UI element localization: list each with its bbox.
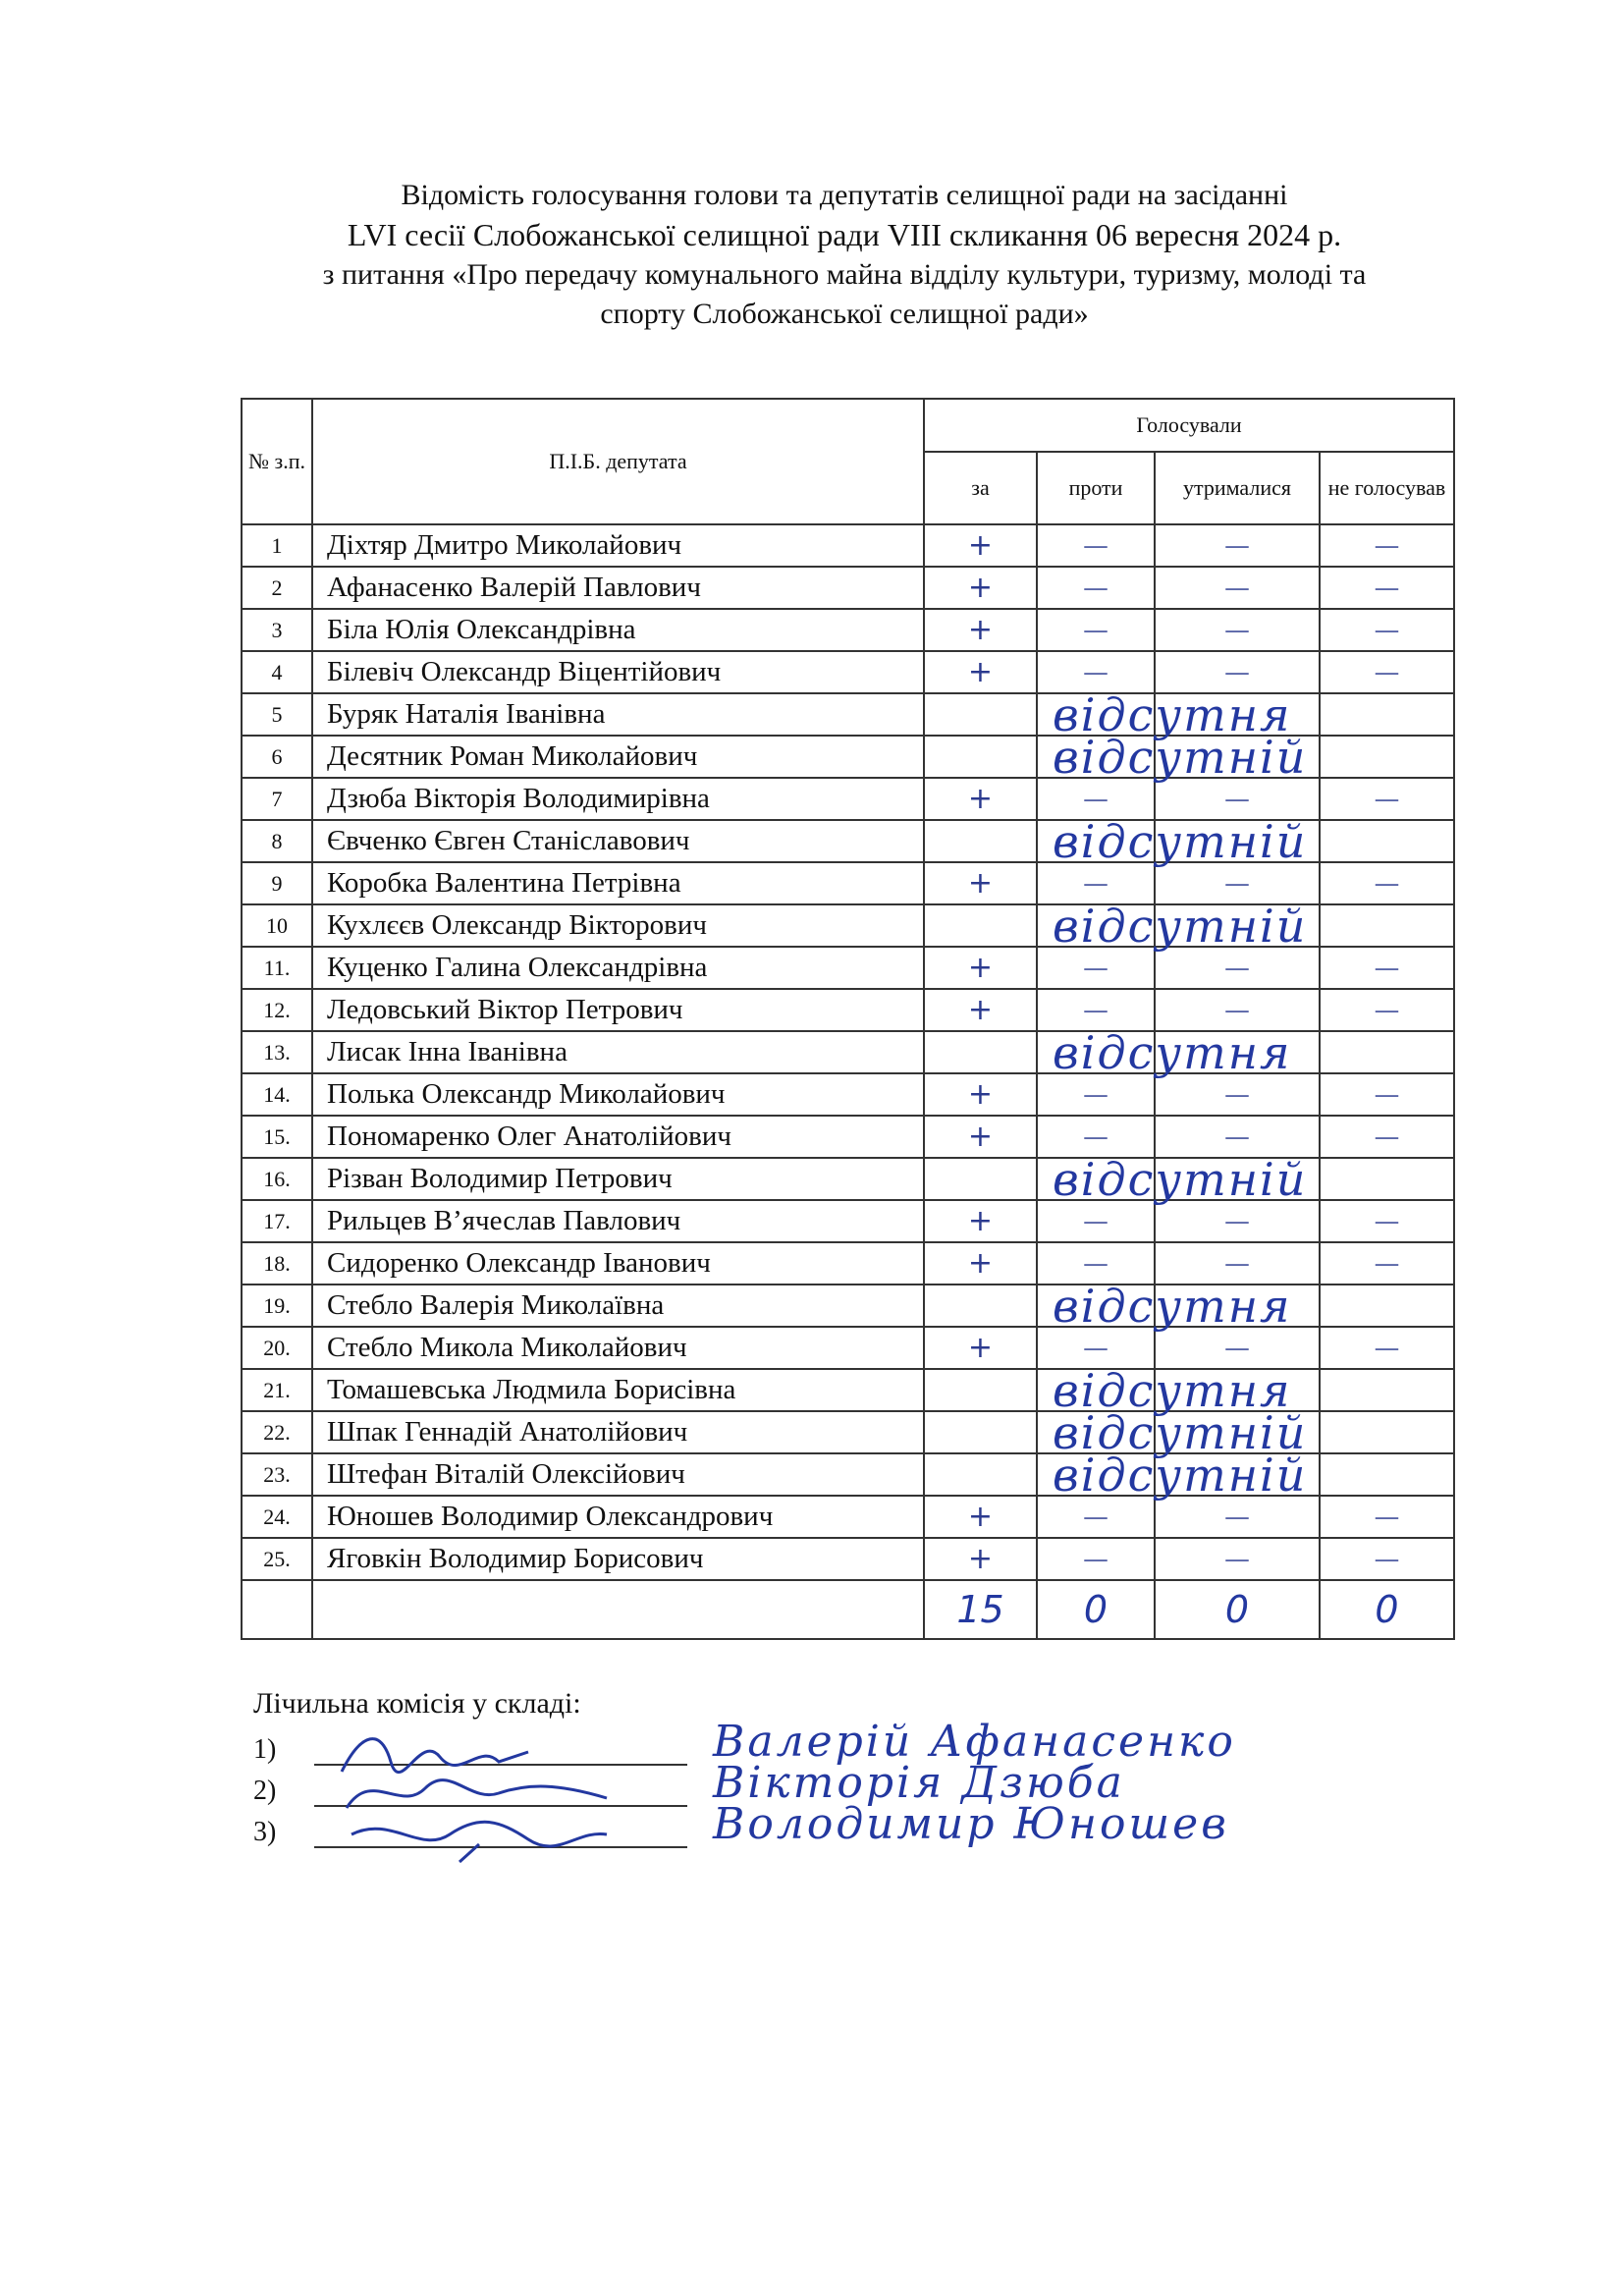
vote-abstained-cell: — <box>1155 1242 1320 1285</box>
header-against: проти <box>1037 452 1155 524</box>
vote-not-voted-cell: — <box>1320 862 1454 904</box>
table-row <box>242 947 1454 989</box>
table-row <box>242 1496 1454 1538</box>
vote-rows <box>242 524 1454 1580</box>
vote-not-voted-cell <box>1320 1453 1454 1496</box>
commission-member-name: Валерій Афанасенко <box>713 1717 1236 1767</box>
absent-note: відсутня <box>1053 1280 1292 1333</box>
vote-not-voted-cell <box>1320 904 1454 947</box>
table-row <box>242 778 1454 820</box>
vote-not-voted-cell: — <box>1320 1073 1454 1116</box>
vote-against-cell: — <box>1037 609 1155 651</box>
vote-against-cell: — <box>1037 567 1155 609</box>
absent-note: відсутня <box>1053 1364 1292 1417</box>
deputy-name: Штефан Віталій Олексійович <box>312 1453 924 1496</box>
vote-for-cell: + <box>924 862 1037 904</box>
vote-for-cell <box>924 688 1292 741</box>
row-number: 23. <box>242 1453 312 1496</box>
table-row <box>242 904 1454 947</box>
table-row <box>242 862 1454 904</box>
vote-abstained-cell: — <box>1155 1327 1320 1369</box>
counting-commission <box>253 1687 1236 1858</box>
absent-note: відсутній <box>1053 900 1308 953</box>
row-number: 14. <box>242 1073 312 1116</box>
total-abstained: 0 <box>1155 1580 1320 1639</box>
table-row <box>242 1453 1454 1496</box>
vote-against-cell: — <box>1037 862 1155 904</box>
commission-member-name: Володимир Юношев <box>713 1799 1229 1849</box>
deputy-name: Діхтяр Дмитро Миколайович <box>312 524 924 567</box>
deputy-name: Куценко Галина Олександрівна <box>312 947 924 989</box>
vote-for-cell: + <box>924 1496 1037 1538</box>
header-line-4: спорту Слобожанської селищної ради» <box>600 298 1089 330</box>
vote-against-cell: — <box>1037 1073 1155 1116</box>
table-row <box>242 609 1454 651</box>
totals-row <box>242 1580 1454 1639</box>
vote-not-voted-cell: — <box>1320 609 1454 651</box>
table-row <box>242 1158 1454 1200</box>
header-not-voted: не голосував <box>1320 452 1454 524</box>
table-row <box>242 736 1454 778</box>
absent-note: відсутній <box>1053 1406 1308 1459</box>
deputy-name: Буряк Наталія Іванівна <box>312 693 924 736</box>
header-line-2: LVI сесії Слобожанської селищної ради VIII скликання 06 вересня 2024 р. <box>347 217 1342 252</box>
deputy-name: Шпак Геннадій Анатолійович <box>312 1411 924 1453</box>
header-line-1: Відомість голосування голови та депутатів селищної ради на засіданні <box>401 179 1288 211</box>
vote-for-cell: + <box>924 524 1037 567</box>
row-number: 17. <box>242 1200 312 1242</box>
row-number: 22. <box>242 1411 312 1453</box>
totals-empty-num <box>242 1580 312 1639</box>
vote-for-cell <box>924 1406 1308 1459</box>
absent-note: відсутній <box>1053 731 1308 784</box>
deputy-name: Рильцев В’ячеслав Павлович <box>312 1200 924 1242</box>
vote-for-cell <box>924 815 1308 868</box>
deputy-name: Біла Юлія Олександрівна <box>312 609 924 651</box>
vote-for-cell <box>924 1364 1292 1417</box>
deputy-name: Юношев Володимир Олександрович <box>312 1496 924 1538</box>
table-row <box>242 651 1454 693</box>
commission-member-index: 1) <box>253 1734 277 1765</box>
voting-table <box>241 398 1455 1640</box>
vote-for-cell: + <box>924 989 1037 1031</box>
vote-against-cell: — <box>1037 989 1155 1031</box>
row-number: 4 <box>242 651 312 693</box>
vote-not-voted-cell: — <box>1320 1496 1454 1538</box>
table-row <box>242 1031 1454 1073</box>
vote-for-cell <box>924 1153 1308 1206</box>
deputy-name: Пономаренко Олег Анатолійович <box>312 1116 924 1158</box>
header-for: за <box>924 452 1037 524</box>
vote-not-voted-cell <box>1320 1411 1454 1453</box>
deputy-name: Стебло Валерія Миколаївна <box>312 1285 924 1327</box>
vote-for-cell: + <box>924 1116 1037 1158</box>
row-number: 1 <box>242 524 312 567</box>
row-number: 2 <box>242 567 312 609</box>
header-number: № з.п. <box>242 399 312 524</box>
table-row <box>242 1538 1454 1580</box>
row-number: 16. <box>242 1158 312 1200</box>
vote-abstained-cell: — <box>1155 609 1320 651</box>
vote-against-cell: — <box>1037 1327 1155 1369</box>
row-number: 24. <box>242 1496 312 1538</box>
table-row <box>242 1242 1454 1285</box>
row-number: 12. <box>242 989 312 1031</box>
table-row <box>242 693 1454 736</box>
vote-not-voted-cell: — <box>1320 524 1454 567</box>
document-header <box>226 177 1463 334</box>
deputy-name: Десятник Роман Миколайович <box>312 736 924 778</box>
total-not-voted: 0 <box>1320 1580 1454 1639</box>
header-name: П.І.Б. депутата <box>312 399 924 524</box>
deputy-name: Ледовський Віктор Петрович <box>312 989 924 1031</box>
row-number: 21. <box>242 1369 312 1411</box>
row-number: 7 <box>242 778 312 820</box>
table-row <box>242 820 1454 862</box>
row-number: 20. <box>242 1327 312 1369</box>
vote-not-voted-cell: — <box>1320 1200 1454 1242</box>
vote-not-voted-cell: — <box>1320 1327 1454 1369</box>
vote-for-cell: + <box>924 778 1037 820</box>
deputy-name: Стебло Микола Миколайович <box>312 1327 924 1369</box>
table-row <box>242 1073 1454 1116</box>
vote-for-cell <box>924 1280 1292 1333</box>
vote-against-cell: — <box>1037 1200 1155 1242</box>
vote-for-cell <box>924 1449 1308 1502</box>
vote-not-voted-cell <box>1320 1031 1454 1073</box>
vote-not-voted-cell: — <box>1320 1242 1454 1285</box>
vote-abstained-cell: — <box>1155 651 1320 693</box>
table-row <box>242 1285 1454 1327</box>
deputy-name: Лисак Інна Іванівна <box>312 1031 924 1073</box>
vote-not-voted-cell: — <box>1320 989 1454 1031</box>
table-row <box>242 1327 1454 1369</box>
vote-not-voted-cell <box>1320 820 1454 862</box>
table-row <box>242 1369 1454 1411</box>
vote-against-cell: — <box>1037 1242 1155 1285</box>
row-number: 11. <box>242 947 312 989</box>
deputy-name: Кухлєєв Олександр Вікторович <box>312 904 924 947</box>
vote-not-voted-cell <box>1320 736 1454 778</box>
header-line-3: з питання «Про передачу комунального майна відділу культури, туризму, молоді та <box>322 258 1367 291</box>
vote-not-voted-cell <box>1320 1285 1454 1327</box>
signature-scribble <box>332 1805 626 1864</box>
total-against: 0 <box>1037 1580 1155 1639</box>
row-number: 8 <box>242 820 312 862</box>
vote-abstained-cell: — <box>1155 862 1320 904</box>
vote-not-voted-cell <box>1320 1369 1454 1411</box>
table-row <box>242 567 1454 609</box>
commission-title: Лічильна комісія у складі: <box>253 1687 581 1720</box>
vote-for-cell <box>924 1026 1292 1079</box>
vote-for-cell: + <box>924 651 1037 693</box>
vote-abstained-cell: — <box>1155 567 1320 609</box>
row-number: 3 <box>242 609 312 651</box>
row-number: 19. <box>242 1285 312 1327</box>
row-number: 25. <box>242 1538 312 1580</box>
vote-for-cell: + <box>924 609 1037 651</box>
vote-against-cell: — <box>1037 524 1155 567</box>
row-number: 6 <box>242 736 312 778</box>
vote-abstained-cell: — <box>1155 778 1320 820</box>
table-row <box>242 1200 1454 1242</box>
deputy-name: Афанасенко Валерій Павлович <box>312 567 924 609</box>
row-number: 18. <box>242 1242 312 1285</box>
row-number: 10 <box>242 904 312 947</box>
row-number: 5 <box>242 693 312 736</box>
deputy-name: Яговкін Володимир Борисович <box>312 1538 924 1580</box>
table-row <box>242 1116 1454 1158</box>
absent-note: відсутній <box>1053 815 1308 868</box>
totals-empty-name <box>312 1580 924 1639</box>
commission-member <box>253 1799 1229 1858</box>
table-row <box>242 1411 1454 1453</box>
absent-note: відсутня <box>1053 1026 1292 1079</box>
table-row <box>242 524 1454 567</box>
vote-for-cell <box>924 731 1308 784</box>
vote-abstained-cell: — <box>1155 1496 1320 1538</box>
vote-against-cell: — <box>1037 651 1155 693</box>
vote-abstained-cell: — <box>1155 1538 1320 1580</box>
vote-not-voted-cell <box>1320 1158 1454 1200</box>
vote-not-voted-cell: — <box>1320 567 1454 609</box>
vote-not-voted-cell: — <box>1320 651 1454 693</box>
vote-against-cell: — <box>1037 1538 1155 1580</box>
vote-against-cell: — <box>1037 1116 1155 1158</box>
vote-abstained-cell: — <box>1155 1073 1320 1116</box>
vote-not-voted-cell: — <box>1320 1538 1454 1580</box>
commission-member-index: 2) <box>253 1776 277 1806</box>
vote-for-cell: + <box>924 947 1037 989</box>
vote-not-voted-cell: — <box>1320 778 1454 820</box>
deputy-name: Різван Володимир Петрович <box>312 1158 924 1200</box>
deputy-name: Дзюба Вікторія Володимирівна <box>312 778 924 820</box>
commission-member-name: Вікторія Дзюба <box>713 1758 1125 1808</box>
header-abstained: утрималися <box>1155 452 1320 524</box>
vote-for-cell: + <box>924 567 1037 609</box>
vote-abstained-cell: — <box>1155 947 1320 989</box>
absent-note: відсутня <box>1053 688 1292 741</box>
vote-against-cell: — <box>1037 947 1155 989</box>
deputy-name: Коробка Валентина Петрівна <box>312 862 924 904</box>
vote-for-cell: + <box>924 1538 1037 1580</box>
vote-for-cell: + <box>924 1242 1037 1285</box>
vote-not-voted-cell <box>1320 693 1454 736</box>
deputy-name: Білевіч Олександр Віцентійович <box>312 651 924 693</box>
vote-against-cell: — <box>1037 1496 1155 1538</box>
vote-abstained-cell: — <box>1155 1200 1320 1242</box>
row-number: 15. <box>242 1116 312 1158</box>
deputy-name: Євченко Євген Станіславович <box>312 820 924 862</box>
vote-for-cell: + <box>924 1200 1037 1242</box>
vote-for-cell: + <box>924 1327 1037 1369</box>
deputy-name: Полька Олександр Миколайович <box>312 1073 924 1116</box>
vote-abstained-cell: — <box>1155 524 1320 567</box>
header-voted: Голосували <box>924 399 1454 452</box>
vote-not-voted-cell: — <box>1320 1116 1454 1158</box>
commission-member-index: 3) <box>253 1817 277 1847</box>
vote-for-cell <box>924 900 1308 953</box>
vote-abstained-cell: — <box>1155 1116 1320 1158</box>
vote-for-cell: + <box>924 1073 1037 1116</box>
deputy-name: Томашевська Людмила Борисівна <box>312 1369 924 1411</box>
vote-abstained-cell: — <box>1155 989 1320 1031</box>
row-number: 9 <box>242 862 312 904</box>
deputy-name: Сидоренко Олександр Іванович <box>312 1242 924 1285</box>
absent-note: відсутній <box>1053 1449 1308 1502</box>
vote-against-cell: — <box>1037 778 1155 820</box>
vote-not-voted-cell: — <box>1320 947 1454 989</box>
row-number: 13. <box>242 1031 312 1073</box>
table-row <box>242 989 1454 1031</box>
absent-note: відсутній <box>1053 1153 1308 1206</box>
total-for: 15 <box>924 1580 1037 1639</box>
